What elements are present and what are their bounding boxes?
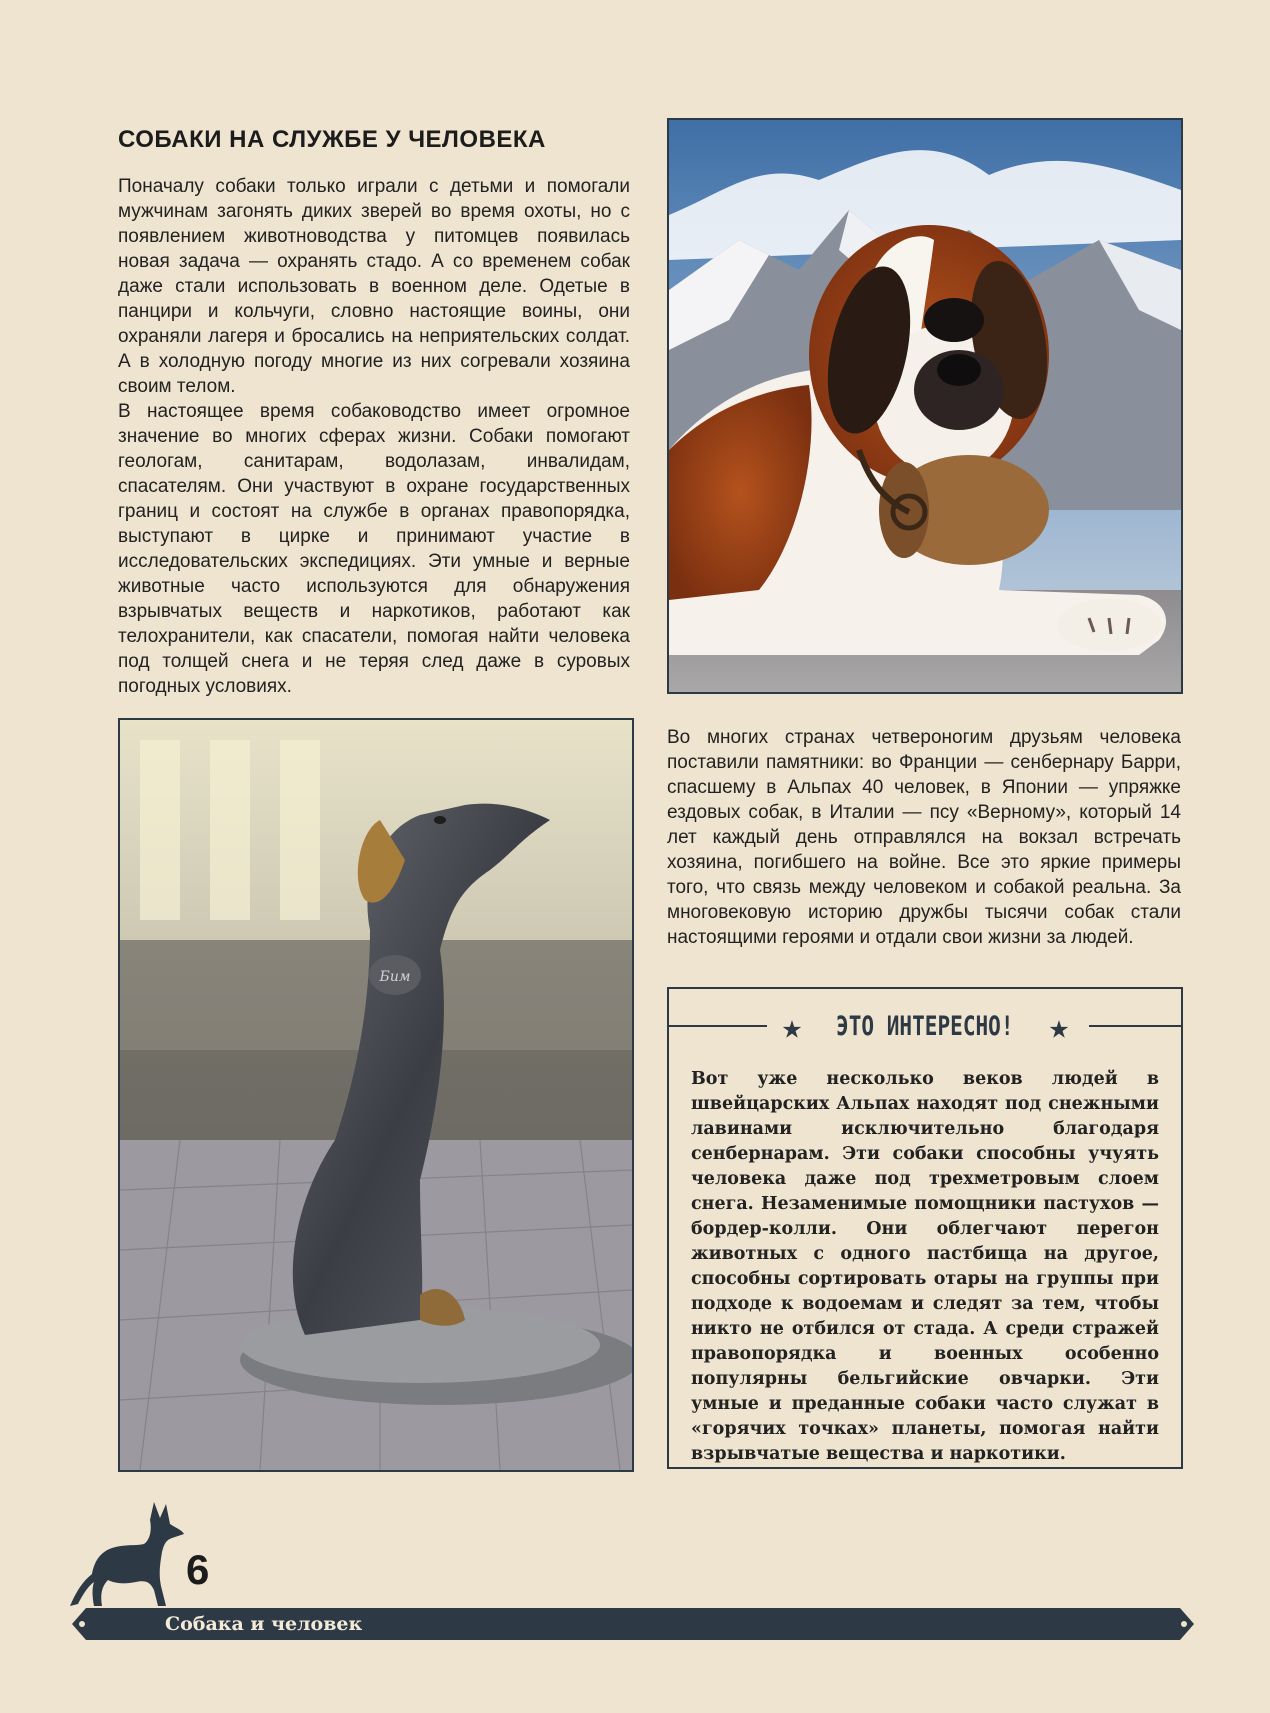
right-column-text xyxy=(667,725,1181,950)
star-icon: ★ xyxy=(781,1007,802,1047)
paragraph: Поначалу собаки только играли с детьми и помогали мужчинам загонять диких зверей во время охоты, но с появлением животноводства у питомцев появилась новая задача — охранять стадо. А со временем собак даже стали использовать в военном деле. Одетые в панцири и кольчуги, словно настоящие воины, они охраняли лагеря и бросались на неприятельских солдат. А в холодную погоду многие из них согревали хозяина своим телом. xyxy=(118,176,630,397)
section-label: Собака и человек xyxy=(165,1613,363,1635)
page-title: СОБАКИ НА СЛУЖБЕ У ЧЕЛОВЕКА xyxy=(118,126,546,153)
left-column-text xyxy=(118,174,630,699)
paragraph: Во многих странах четвероногим друзьям человека поставили памятники: во Франции — сенбернару Барри, спасшему в Альпах 40 человек, в Японии — упряжке ездовых собак, в Италии — псу «Верному», который 14 лет каждый день отправлялся на вокзал встречать хозяина, погибшего на войне. Все это яркие примеры того, что связь между человеком и собакой реальна. За многовековую историю дружбы тысячи собак стали настоящими героями и отдали свои жизни за людей. xyxy=(667,727,1181,948)
dog-statue-photo xyxy=(118,718,634,1472)
saint-bernard-photo xyxy=(667,118,1183,694)
statue-tag-text: Бим xyxy=(379,969,411,985)
dog-silhouette-icon xyxy=(66,1500,186,1612)
fact-box-title xyxy=(669,1007,1181,1047)
dog-statue-illustration xyxy=(120,720,632,1470)
fact-box-text: Вот уже несколько веков людей в швейцарских Альпах находят под снежными лавинами исключительно благодаря сенбернарам. Эти собаки способны учуять человека даже под трехметровым слоем снега. Незаменимые помощники пастухов — бордер-колли. Они облегчают перегон животных с одного пастбища на другое, способны сортировать отары на группы при подходе к водоемам и следят за тем, чтобы никто не отбился от стада. А среди стражей правопорядка и военных особенно популярны бельгийские овчарки. Эти умные и преданные собаки часто служат в «горячих точках» планеты, помогая найти взрывчатые вещества и наркотики. xyxy=(691,1069,1159,1464)
star-icon: ★ xyxy=(1048,1007,1069,1047)
page-number: 6 xyxy=(186,1546,210,1593)
saint-bernard-illustration xyxy=(669,120,1181,692)
paragraph: В настоящее время собаководство имеет огромное значение во многих сферах жизни. Собаки помогают геологам, санитарам, водолазам, инвалидам, спасателям. Они участвуют в охране государственных границ и состоят на службе в органах правопорядка, выступают в цирке и принимают участие в исследовательских экспедициях. Эти умные и верные животные часто используются для обнаружения взрывчатых веществ и наркотиков, работают как телохранители, как спасатели, помогая найти человека под толщей снега и не теряя след даже в суровых погодных условиях. xyxy=(118,401,630,697)
fact-box-title-text: ЭТО ИНТЕРЕСНО! xyxy=(836,1011,1014,1042)
interesting-fact-box xyxy=(667,987,1183,1469)
